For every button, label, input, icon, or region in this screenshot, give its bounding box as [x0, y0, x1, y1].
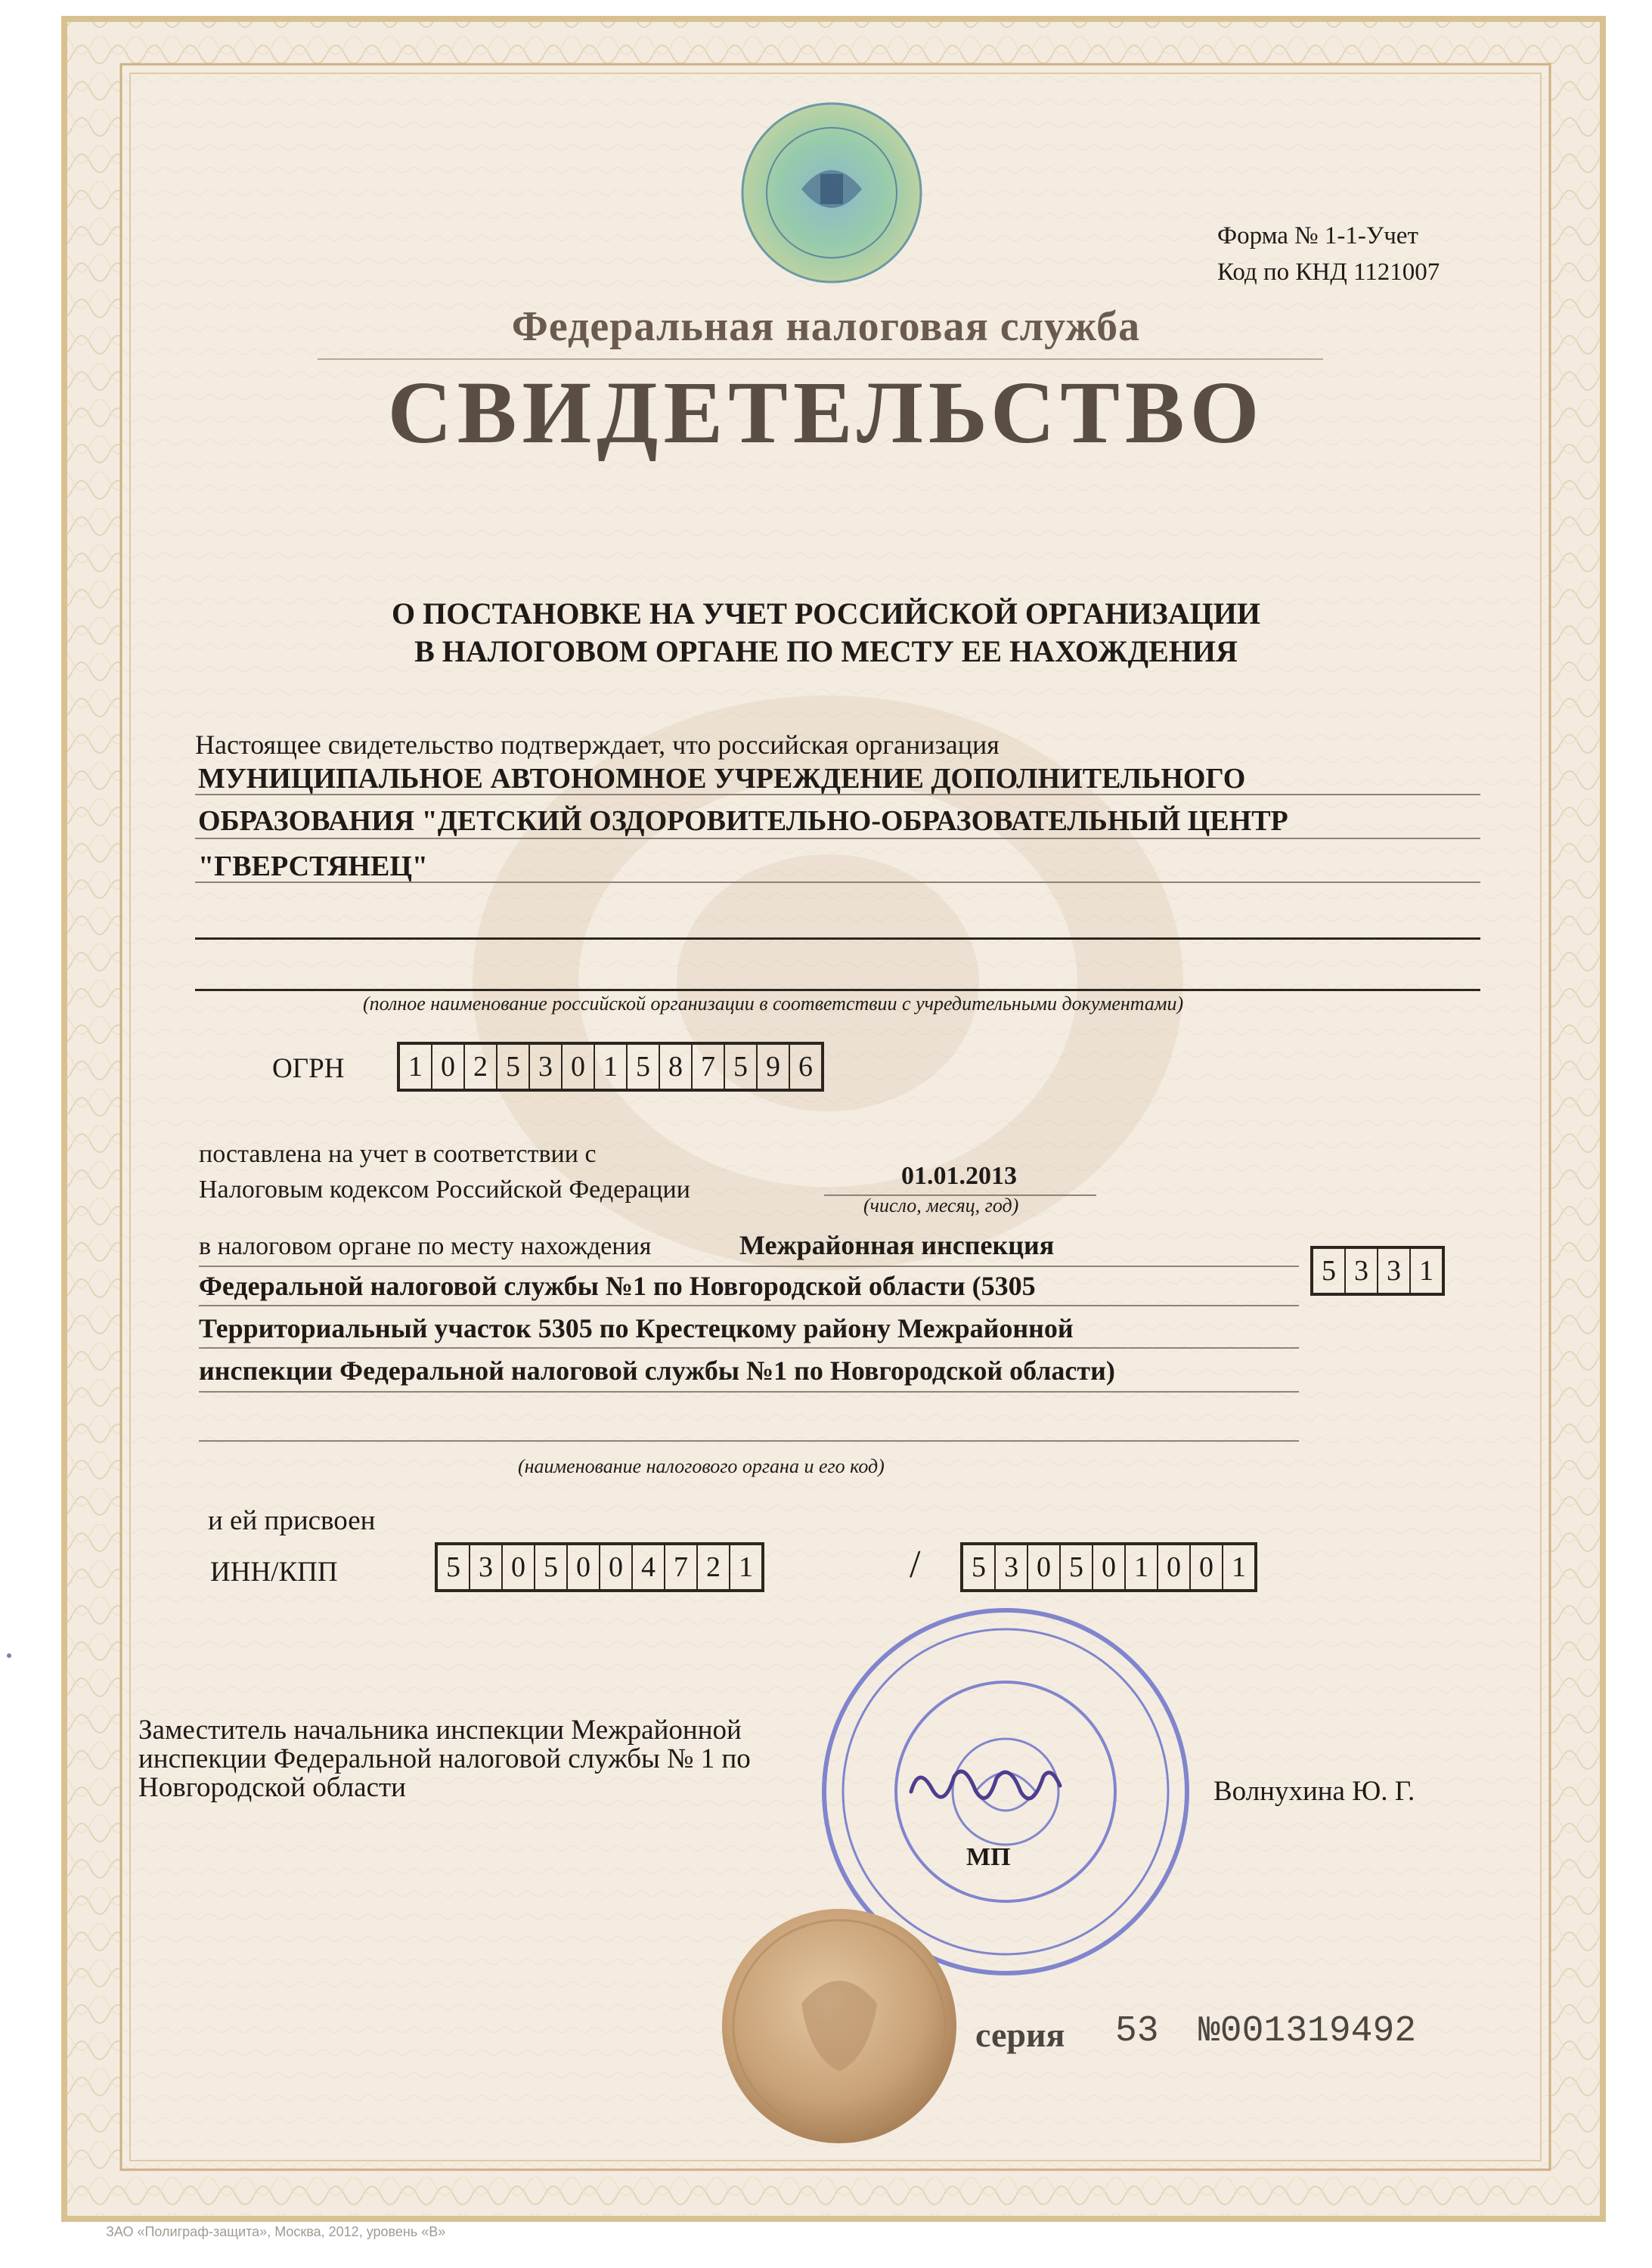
- ogrn-digit: 7: [693, 1045, 725, 1089]
- inn-digit: 0: [503, 1545, 535, 1589]
- org-name-underline-3: [195, 881, 1480, 883]
- tax-office-code-digit: 5: [1313, 1249, 1346, 1293]
- tax-office-underline-1: [199, 1266, 1299, 1267]
- intro-text: Настоящее свидетельство подтверждает, что российская организация: [195, 730, 1000, 760]
- tax-office-underline-3: [199, 1347, 1299, 1349]
- header-rule: [318, 358, 1323, 360]
- inn-digit: 0: [600, 1545, 633, 1589]
- ogrn-digit: 3: [530, 1045, 563, 1089]
- kpp-digit: 1: [1232, 1551, 1246, 1583]
- stamp-place-mark: МП: [966, 1843, 1011, 1871]
- ogrn-digit: 1: [400, 1045, 432, 1089]
- certificate-number: №001319492: [1198, 2011, 1417, 2052]
- inn-digit: 5: [535, 1545, 568, 1589]
- ogrn-digit: 0: [432, 1045, 465, 1089]
- date-hint: (число, месяц, год): [863, 1194, 1019, 1216]
- ogrn-digit: 5: [628, 1045, 660, 1089]
- kpp-digit: 0: [1191, 1545, 1223, 1589]
- org-name-hint: (полное наименование российской организации в соответствии с учредительными документами): [363, 993, 1184, 1015]
- org-name-line-3: "ГВЕРСТЯНЕЦ": [198, 850, 428, 882]
- tax-office-hint: (наименование налогового органа и его код): [518, 1455, 885, 1477]
- tax-office-code-digit: 3: [1378, 1249, 1411, 1293]
- ogrn-digit: 8: [660, 1045, 693, 1089]
- ogrn-digit: 6: [798, 1051, 813, 1083]
- subtitle-line-1: О ПОСТАНОВКЕ НА УЧЕТ РОССИЙСКОЙ ОРГАНИЗАЦИИ: [392, 596, 1260, 631]
- inn-kpp-separator: /: [910, 1543, 921, 1586]
- inn-digit: 4: [633, 1545, 665, 1589]
- inn-digit: 2: [698, 1545, 730, 1589]
- kpp-digit: 3: [996, 1545, 1028, 1589]
- knd-code: Код по КНД 1121007: [1217, 259, 1440, 286]
- signatory-name: Волнухина Ю. Г.: [1213, 1776, 1415, 1807]
- ogrn-digit: 1: [595, 1045, 628, 1089]
- tax-office-code-digit: 3: [1346, 1249, 1378, 1293]
- inn-boxes: [435, 1542, 764, 1592]
- org-name-line-1: МУНИЦИПАЛЬНОЕ АВТОНОМНОЕ УЧРЕЖДЕНИЕ ДОПОЛНИТЕЛЬНОГО: [198, 763, 1246, 795]
- tax-office-underline-4: [199, 1391, 1299, 1393]
- signatory-position-line-2: инспекции Федеральной налоговой службы № 1 по: [138, 1743, 751, 1774]
- ogrn-label: ОГРН: [272, 1053, 345, 1084]
- hologram-emblem: [742, 104, 921, 282]
- org-name-underline-4: [195, 937, 1480, 940]
- org-name-line-2: ОБРАЗОВАНИЯ "ДЕТСКИЙ ОЗДОРОВИТЕЛЬНО-ОБРАЗОВАТЕЛЬНЫЙ ЦЕНТР: [198, 805, 1288, 837]
- kpp-digit: 5: [963, 1545, 996, 1589]
- ogrn-digit: 5: [497, 1045, 530, 1089]
- kpp-digit: 5: [1061, 1545, 1093, 1589]
- ogrn-digit: 2: [465, 1045, 497, 1089]
- service-name: Федеральная налоговая служба: [511, 303, 1141, 350]
- kpp-digit: 0: [1028, 1545, 1061, 1589]
- inn-kpp-label: ИНН/КПП: [210, 1557, 338, 1588]
- series-value: 53: [1115, 2011, 1159, 2052]
- inn-digit: 3: [470, 1545, 503, 1589]
- org-name-underline-2: [195, 838, 1480, 839]
- inn-digit: 7: [665, 1545, 698, 1589]
- tax-office-line-2: Федеральной налоговой службы №1 по Новгородской области (5305: [199, 1271, 1036, 1301]
- form-info: [1217, 218, 1440, 290]
- inn-digit: 5: [438, 1545, 470, 1589]
- signatory-position-line-3: Новгородской области: [138, 1772, 406, 1803]
- ogrn-digit: 9: [758, 1045, 790, 1089]
- tax-office-line-1: Межрайонная инспекция: [739, 1230, 1055, 1260]
- certificate-title: СВИДЕТЕЛЬСТВО: [387, 363, 1265, 462]
- inn-digit: 1: [739, 1551, 753, 1583]
- tax-office-code-digit: 1: [1419, 1255, 1433, 1287]
- registered-line-1: поставлена на учет в соответствии с: [199, 1140, 597, 1168]
- subtitle-line-2: В НАЛОГОВОМ ОРГАНЕ ПО МЕСТУ ЕЕ НАХОЖДЕНИЯ: [414, 634, 1238, 668]
- tax-office-underline-5: [199, 1440, 1299, 1442]
- kpp-digit: 0: [1158, 1545, 1191, 1589]
- tax-office-line-4: инспекции Федеральной налоговой службы №1 по Новгородской области): [199, 1356, 1115, 1386]
- registered-line-2: Налоговым кодексом Российской Федерации: [199, 1176, 690, 1204]
- registration-date: 01.01.2013: [901, 1162, 1017, 1190]
- org-name-underline-1: [195, 794, 1480, 795]
- kpp-digit: 0: [1093, 1545, 1126, 1589]
- ogrn-boxes: [397, 1042, 824, 1092]
- inn-digit: 0: [568, 1545, 600, 1589]
- tax-office-underline-2: [199, 1305, 1299, 1306]
- signatory-position: [138, 1716, 819, 1802]
- series-label: серия: [975, 2015, 1065, 2054]
- signatory-position-line-1: Заместитель начальника инспекции Межрайонной: [138, 1715, 742, 1746]
- kpp-digit: 1: [1126, 1545, 1158, 1589]
- tax-office-code-boxes: [1310, 1246, 1445, 1296]
- ogrn-digit: 5: [725, 1045, 758, 1089]
- tax-office-line-3: Территориальный участок 5305 по Крестецкому району Межрайонной: [199, 1313, 1074, 1343]
- assigned-text: и ей присвоен: [208, 1505, 376, 1536]
- kpp-boxes: [960, 1542, 1257, 1592]
- org-name-underline-5: [195, 989, 1480, 991]
- printer-note: ЗАО «Полиграф-защита», Москва, 2012, уровень «В»: [106, 2224, 446, 2239]
- form-number: Форма № 1-1-Учет: [1217, 222, 1418, 249]
- gold-seal: [722, 1909, 956, 2143]
- tax-office-intro: в налоговом органе по месту нахождения: [199, 1232, 652, 1260]
- ogrn-digit: 0: [563, 1045, 595, 1089]
